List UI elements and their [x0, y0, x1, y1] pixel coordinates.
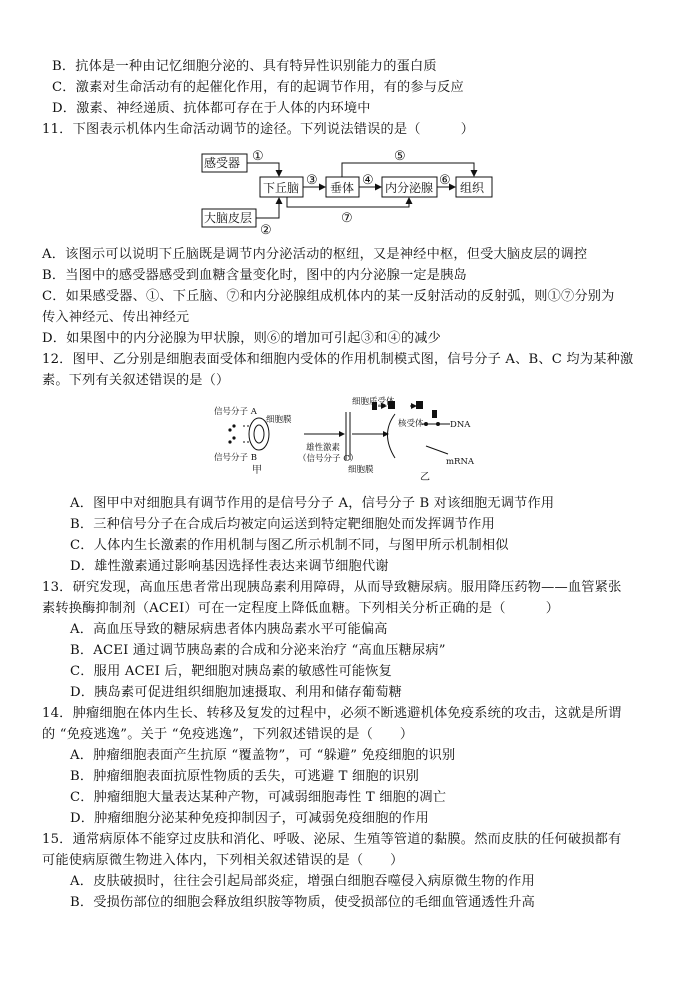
tissue-label: 组织 [460, 181, 485, 195]
receptor-label: 感受器 [204, 156, 241, 170]
hormone-label: 雄性激素 [306, 443, 341, 453]
membrane-label-jia: 细胞膜 [266, 415, 292, 425]
option-line: D．如果图中的内分泌腺为甲状腺，则⑥的增加可引起③和④的减少 [42, 331, 442, 346]
label-2: ② [260, 223, 272, 238]
option-line: A．肿瘤细胞表面产生抗原 “覆盖物”，可 “躲避” 免疫细胞的识别 [70, 748, 456, 763]
dna-label: DNA [450, 420, 471, 430]
figure-regulation-pathway [195, 146, 505, 238]
option-line: B．当图中的感受器感受到血糖含量变化时，图中的内分泌腺一定是胰岛 [42, 268, 467, 283]
cell-nucleus [254, 425, 264, 443]
option-line: A．图甲中对细胞具有调节作用的是信号分子 A，信号分子 B 对该细胞无调节作用 [70, 496, 555, 511]
option-line: A．高血压导致的糖尿病患者体内胰岛素水平可能偏高 [70, 622, 388, 637]
question-13-stem: 素转换酶抑制剂（ACEI）可在一定程度上降低血糖。下列相关分析正确的是（ ） [42, 601, 560, 616]
mrna-strand [426, 446, 448, 454]
option-line: B．ACEI 通过调节胰岛素的合成和分泌来治疗 “高血压糖尿病” [70, 643, 446, 658]
option-line: B．受损伤部位的细胞会释放组织胺等物质，使受损部位的毛细血管通透性升高 [70, 895, 536, 910]
option-line: D．肿瘤细胞分泌某种免疫抑制因子，可减弱免疫细胞的作用 [70, 811, 429, 826]
nuclear-envelope [388, 414, 396, 458]
hormone-sub-label: （信号分子 C） [298, 454, 359, 464]
option-line: B．肿瘤细胞表面抗原性物质的丢失，可逃避 T 细胞的识别 [70, 769, 419, 784]
label-4: ④ [362, 173, 374, 188]
hypothalamus-label: 下丘脑 [263, 181, 300, 195]
question-14-stem: 14．肿瘤细胞在体内生长、转移及复发的过程中，必须不断逃避机体免疫系统的攻击，这就是所谓 [42, 706, 622, 721]
caption-yi: 乙 [420, 472, 430, 483]
option-line: D．激素、神经递质、抗体都可存在于人体的内环境中 [52, 101, 371, 116]
gland-label: 内分泌腺 [385, 181, 434, 195]
question-12-stem: 12．图甲、乙分别是细胞表面受体和细胞内受体的作用机制模式图，信号分子 A、B、C 均为某种激 [42, 352, 634, 367]
label-1: ① [252, 149, 264, 164]
question-14-stem: 的 “免疫逃逸”。关于 “免疫逃逸”，下列叙述错误的是（ ） [42, 727, 414, 742]
arrow-1 [247, 163, 279, 176]
question-11-stem: 11．下图表示机体内生命活动调节的途径。下列说法错误的是（ ） [42, 122, 475, 137]
option-line: C．肿瘤细胞大量表达某种产物，可减弱细胞毒性 T 细胞的凋亡 [70, 790, 447, 805]
option-line: D．胰岛素可促进组织细胞加速摄取、利用和储存葡萄糖 [70, 685, 403, 700]
caption-jia: 甲 [252, 465, 262, 476]
option-line: C．激素对生命活动有的起催化作用，有的起调节作用，有的参与反应 [52, 80, 464, 95]
nuc-receptor-label: 核受体 [398, 419, 424, 429]
option-line: C．如果感受器、①、下丘脑、⑦和内分泌腺组成机体内的某一反射活动的反射弧，则①⑦分别为 [42, 289, 615, 304]
option-line: B．抗体是一种由记忆细胞分泌的、具有特异性识别能力的蛋白质 [52, 59, 437, 74]
signal-b-label: 信号分子 B [214, 453, 257, 463]
signal-a-label: 信号分子 A [214, 407, 257, 417]
label-7: ⑦ [341, 211, 353, 226]
option-line: C．人体内生长激素的作用机制与图乙所示机制不同，与图甲所示机制相似 [70, 538, 509, 553]
diagram-yi [298, 396, 475, 483]
question-15-stem: 可能使病原微生物进入体内，下列相关叙述错误的是（ ） [42, 853, 404, 868]
diagram-jia [214, 406, 292, 476]
option-line: A．该图示可以说明下丘脑既是调节内分泌活动的枢纽，又是神经中枢，但受大脑皮层的调控 [42, 247, 588, 262]
option-line: B．三种信号分子在合成后均被定向运送到特定靶细胞处而发挥调节作用 [70, 517, 495, 532]
mrna-label: mRNA [446, 457, 475, 467]
cortex-label: 大脑皮层 [204, 211, 253, 225]
question-15-stem: 15．通常病原体不能穿过皮肤和消化、呼吸、泌尿、生殖等管道的黏膜。然而皮肤的任何破损都有 [42, 832, 622, 847]
pituitary-label: 垂体 [330, 181, 355, 195]
figure-receptor-mechanisms [212, 394, 482, 484]
option-line: 传入神经元、传出神经元 [42, 310, 190, 325]
label-6: ⑥ [439, 173, 451, 188]
question-12-stem: 素。下列有关叙述错误的是（） [42, 373, 230, 388]
label-3: ③ [306, 173, 318, 188]
option-line: A．皮肤破损时，往往会引起局部炎症，增强白细胞吞噬侵入病原微生物的作用 [70, 874, 535, 889]
arrow-2 [256, 198, 279, 218]
question-13-stem: 13．研究发现，高血压患者常出现胰岛素利用障碍，从而导致糖尿病。服用降压药物——血管紧张 [42, 580, 622, 595]
label-5: ⑤ [394, 149, 406, 164]
option-line: D．雄性激素通过影响基因选择性表达来调节细胞代谢 [70, 559, 389, 574]
membrane-label-yi: 细胞膜 [348, 465, 374, 475]
option-line: C．服用 ACEI 后，靶细胞对胰岛素的敏感性可能恢复 [70, 664, 393, 679]
cyto-receptor-label: 细胞质受体 [352, 397, 395, 407]
arrow-7 [287, 197, 409, 207]
